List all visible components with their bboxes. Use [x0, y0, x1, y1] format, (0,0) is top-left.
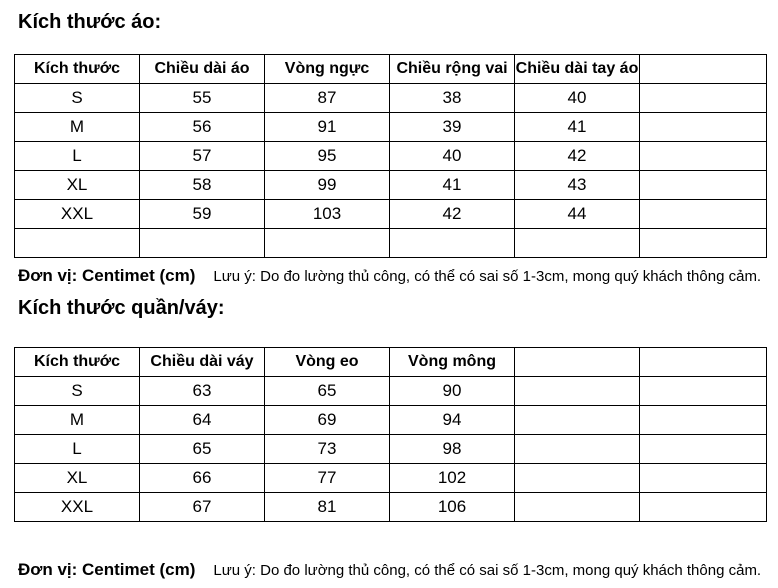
table-row	[15, 377, 767, 406]
table-cell	[15, 229, 140, 258]
table-cell	[640, 171, 767, 200]
table-cell	[265, 229, 390, 258]
table-cell: 43	[515, 171, 640, 200]
shirt-note	[18, 266, 761, 287]
table-row	[15, 142, 767, 171]
header-cell-empty	[640, 55, 767, 84]
table-cell: 40	[515, 84, 640, 113]
table-row	[15, 200, 767, 229]
table-cell: 41	[515, 113, 640, 142]
table-cell: 69	[265, 406, 390, 435]
table-cell: 90	[390, 377, 515, 406]
table-cell: 58	[140, 171, 265, 200]
table-row	[15, 113, 767, 142]
table-cell: 63	[140, 377, 265, 406]
table-cell	[515, 493, 640, 522]
table-cell: 38	[390, 84, 515, 113]
header-cell-size: Kích thước	[15, 348, 140, 377]
table-cell	[515, 229, 640, 258]
table-cell: XL	[15, 464, 140, 493]
table-cell	[640, 84, 767, 113]
table-header-row	[15, 348, 767, 377]
pants-size-title: Kích thước quần/váy:	[18, 297, 225, 319]
shirt-size-title: Kích thước áo:	[18, 11, 162, 33]
table-cell: 65	[265, 377, 390, 406]
table-cell	[640, 493, 767, 522]
table-cell: S	[15, 377, 140, 406]
table-cell: 56	[140, 113, 265, 142]
table-cell: 73	[265, 435, 390, 464]
table-cell: L	[15, 142, 140, 171]
table-cell: 65	[140, 435, 265, 464]
table-cell: 39	[390, 113, 515, 142]
table-cell	[640, 200, 767, 229]
header-cell-empty	[640, 348, 767, 377]
header-cell-hip: Vòng mông	[390, 348, 515, 377]
table-cell: XL	[15, 171, 140, 200]
table-row	[15, 406, 767, 435]
table-cell	[640, 435, 767, 464]
table-cell: M	[15, 113, 140, 142]
table-cell	[515, 406, 640, 435]
table-cell: 106	[390, 493, 515, 522]
table-cell: 103	[265, 200, 390, 229]
table-cell: 81	[265, 493, 390, 522]
table-cell: 64	[140, 406, 265, 435]
unit-note: Đơn vị: Centimet (cm)	[18, 266, 196, 285]
table-cell: 66	[140, 464, 265, 493]
table-header-row	[15, 55, 767, 84]
table-cell	[640, 142, 767, 171]
table-cell: 42	[515, 142, 640, 171]
header-cell-shoulder-width: Chiều rộng vai	[390, 55, 515, 84]
unit-note: Đơn vị: Centimet (cm)	[18, 560, 196, 579]
table-cell: XXL	[15, 493, 140, 522]
remark-note: Lưu ý: Do đo lường thủ công, có thể có sai số 1-3cm, mong quý khách thông cảm.	[213, 562, 762, 579]
table-row	[15, 464, 767, 493]
table-cell	[640, 229, 767, 258]
table-cell: 59	[140, 200, 265, 229]
remark-note: Lưu ý: Do đo lường thủ công, có thể có sai số 1-3cm, mong quý khách thông cảm.	[213, 268, 762, 285]
table-cell: 87	[265, 84, 390, 113]
pants-size-table	[14, 347, 767, 522]
table-cell	[640, 406, 767, 435]
table-cell	[640, 464, 767, 493]
header-cell-size: Kích thước	[15, 55, 140, 84]
table-cell	[515, 377, 640, 406]
table-cell: XXL	[15, 200, 140, 229]
table-cell	[390, 229, 515, 258]
table-cell: 91	[265, 113, 390, 142]
table-row	[15, 229, 767, 258]
table-cell: M	[15, 406, 140, 435]
shirt-size-table	[14, 54, 767, 258]
table-cell	[640, 377, 767, 406]
table-cell: 102	[390, 464, 515, 493]
header-cell-empty	[515, 348, 640, 377]
table-row	[15, 84, 767, 113]
table-cell: 40	[390, 142, 515, 171]
table-cell	[515, 435, 640, 464]
table-cell: 57	[140, 142, 265, 171]
header-cell-waist: Vòng eo	[265, 348, 390, 377]
table-cell: 41	[390, 171, 515, 200]
table-row	[15, 171, 767, 200]
table-cell	[140, 229, 265, 258]
header-cell-shirt-length: Chiều dài áo	[140, 55, 265, 84]
table-row	[15, 435, 767, 464]
table-cell: 95	[265, 142, 390, 171]
table-cell: 55	[140, 84, 265, 113]
table-cell: 42	[390, 200, 515, 229]
header-cell-sleeve-length: Chiều dài tay áo	[515, 55, 640, 84]
table-cell: L	[15, 435, 140, 464]
table-cell: S	[15, 84, 140, 113]
table-cell	[640, 113, 767, 142]
header-cell-skirt-length: Chiều dài váy	[140, 348, 265, 377]
table-cell: 94	[390, 406, 515, 435]
table-cell: 44	[515, 200, 640, 229]
table-cell: 77	[265, 464, 390, 493]
pants-note	[18, 560, 761, 581]
table-row	[15, 493, 767, 522]
table-cell: 98	[390, 435, 515, 464]
table-cell: 67	[140, 493, 265, 522]
table-cell	[515, 464, 640, 493]
header-cell-chest: Vòng ngực	[265, 55, 390, 84]
table-cell: 99	[265, 171, 390, 200]
